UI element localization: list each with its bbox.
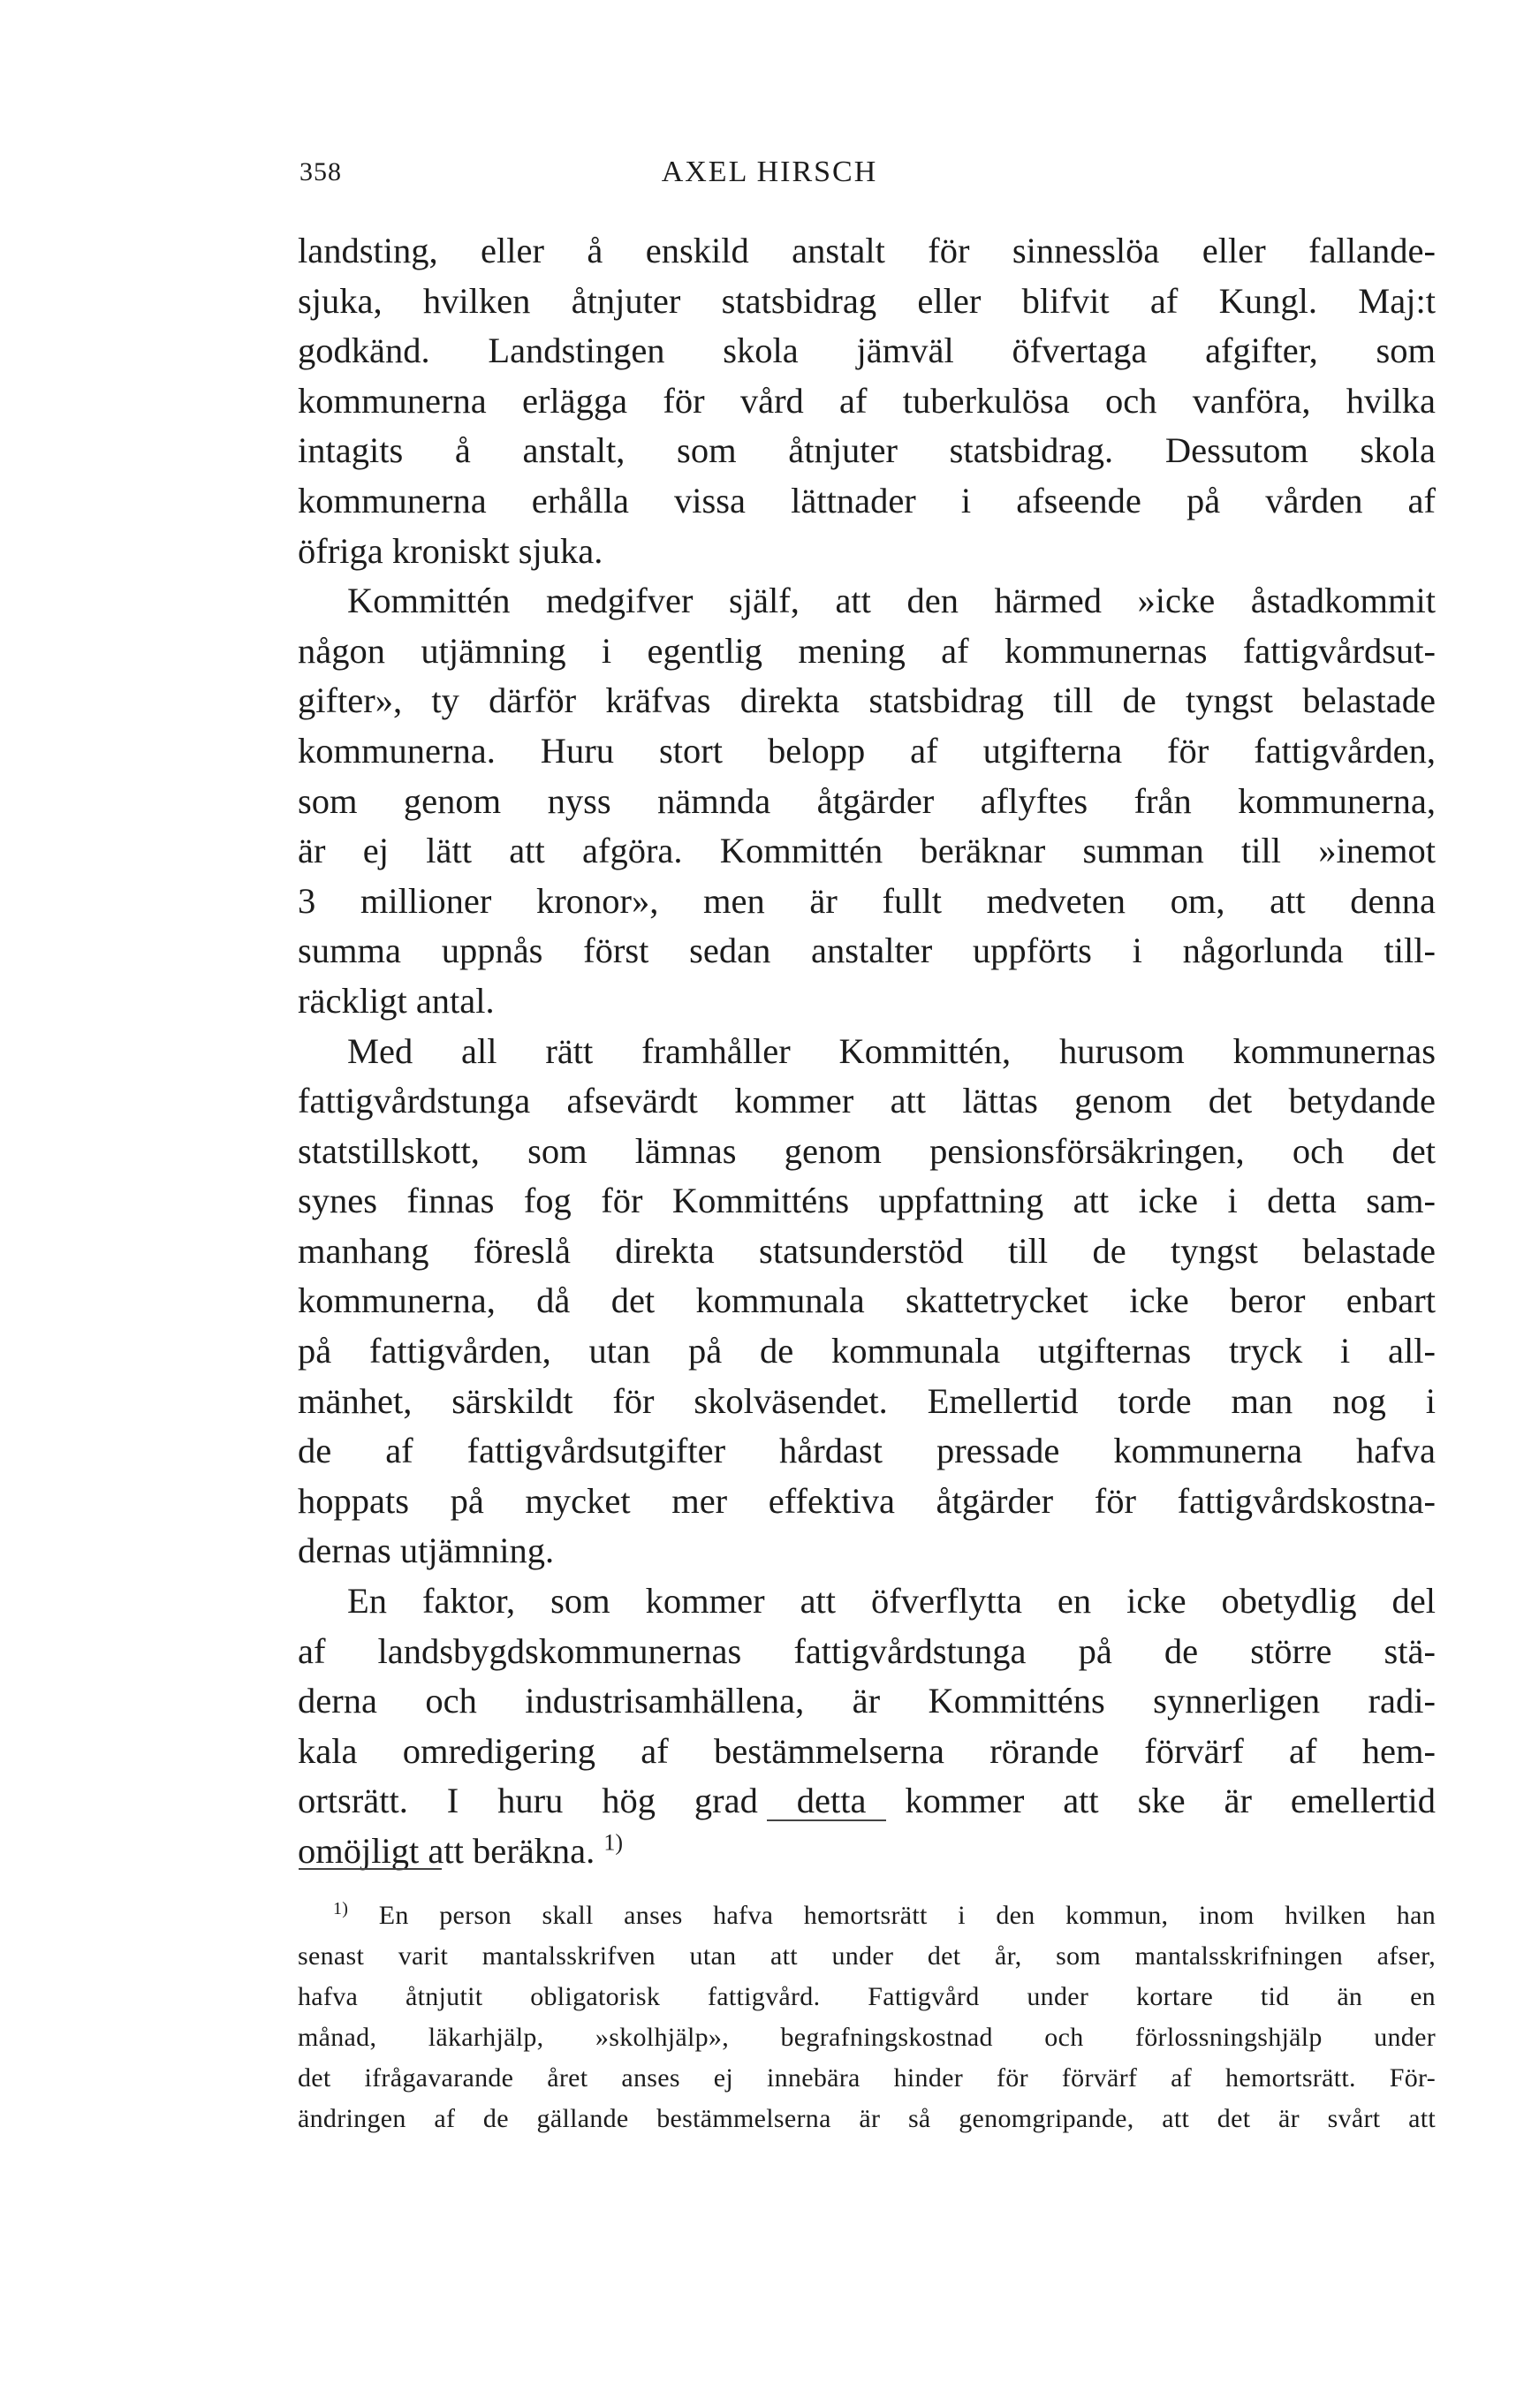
text-line: En faktor, som kommer att öfverflytta en icke obetydlig del	[347, 1581, 1436, 1622]
text-line: Kommittén medgifver själf, att den härmed »icke åstadkommit	[347, 581, 1436, 621]
text-line: hoppats på mycket mer effektiva åtgärder för fattigvårdskostna-	[298, 1480, 1436, 1521]
text-line: som genom nyss nämnda åtgärder aflyftes från kommunerna,	[298, 780, 1436, 821]
text-line: kommunerna erhålla vissa lättnader i afseende på vården af	[298, 480, 1436, 520]
text-line: mänhet, särskildt för skolväsendet. Emellertid torde man nog i	[298, 1380, 1436, 1421]
text-line: derna och industrisamhällena, är Kommitténs synnerligen radi-	[298, 1681, 1436, 1721]
text-line: de af fattigvårdsutgifter hårdast pressade kommunerna hafva	[298, 1431, 1436, 1471]
text-line: af landsbygdskommunernas fattigvårdstunga på de större stä-	[298, 1630, 1436, 1671]
text-line: kala omredigering af bestämmelserna rörande förvärf af hem-	[298, 1730, 1436, 1771]
footnote-marker: 1)	[333, 1899, 349, 1918]
text-line: manhang föreslå direkta statsunderstöd till de tyngst belastade	[298, 1230, 1436, 1271]
text-line: intagits å anstalt, som åtnjuter statsbidrag. Dessutom skola	[298, 430, 1436, 471]
page-number: 358	[299, 157, 342, 186]
text-line: på fattigvården, utan på de kommunala utgifternas tryck i all-	[298, 1331, 1436, 1371]
text-line: kommunerna. Huru stort belopp af utgifterna för fattigvården,	[298, 730, 1436, 771]
text-line: summa uppnås först sedan anstalter uppförts i någorlunda till-	[298, 931, 1436, 971]
text-line: räckligt antal.	[298, 980, 495, 1021]
footnote-line: hafva åtnjutit obligatorisk fattigvård. Fattigvård under kortare tid än en	[298, 1982, 1436, 2011]
text-line: är ej lätt att afgöra. Kommittén beräknar summan till »inemot	[298, 831, 1436, 871]
text-line: någon utjämning i egentlig mening af kommunernas fattigvårdsut-	[298, 630, 1436, 671]
text-line: öfriga kroniskt sjuka.	[298, 530, 603, 571]
body-text	[298, 226, 1436, 1877]
footnote-line	[298, 1895, 1436, 1936]
text-line: statstillskott, som lämnas genom pensionsförsäkringen, och det	[298, 1130, 1436, 1171]
text-line: 3 millioner kronor», men är fullt medveten om, att denna	[298, 880, 1436, 921]
text-line: gifter», ty därför kräfvas direkta statsbidrag till de tyngst belastade	[298, 680, 1436, 721]
text-line: ortsrätt. I huru hög grad detta kommer att ske är emellertid	[298, 1781, 1436, 1821]
text-line: kommunerna, då det kommunala skattetrycket icke beror enbart	[298, 1280, 1436, 1321]
footnote-line: ändringen af de gällande bestämmelserna är så genomgripande, att det är svårt att	[298, 2104, 1436, 2133]
footnotes	[298, 1895, 1436, 2139]
text-line: fattigvårdstunga afsevärdt kommer att lättas genom det betydande	[298, 1081, 1436, 1121]
text-line: kommunerna erlägga för vård af tuberkulösa och vanföra, hvilka	[298, 380, 1436, 421]
footnote-reference: 1)	[603, 1829, 624, 1856]
text-line: landsting, eller å enskild anstalt för sinnesslöa eller fallande-	[298, 231, 1436, 270]
footnote-divider	[299, 1868, 442, 1870]
text-line: sjuka, hvilken åtnjuter statsbidrag eller blifvit af Kungl. Maj:t	[298, 280, 1436, 321]
footnote-line: det ifrågavarande året anses ej innebära hinder för förvärf af hemortsrätt. För-	[298, 2063, 1436, 2093]
footnote-line: senast varit mantalsskrifven utan att under det år, som mantalsskrifningen afser,	[298, 1941, 1436, 1971]
text-line-content: omöjligt att beräkna.	[298, 1831, 595, 1871]
text-line: Med all rätt framhåller Kommittén, hurusom kommunernas	[347, 1030, 1436, 1071]
text-line: godkänd. Landstingen skola jämväl öfvertaga afgifter, som	[298, 330, 1436, 371]
text-line: dernas utjämning.	[298, 1531, 555, 1571]
text-line: synes finnas fog för Kommitténs uppfattning att icke i detta sam-	[298, 1181, 1436, 1221]
footnote-line: månad, läkarhjälp, »skolhjälp», begrafningskostnad och förlossningshjälp under	[298, 2023, 1436, 2052]
text-line	[298, 1827, 1436, 1877]
running-head: AXEL HIRSCH	[661, 156, 878, 188]
footnote-line-content: En person skall anses hafva hemortsrätt i den kommun, inom hvilken han	[378, 1901, 1436, 1930]
section-divider	[767, 1819, 886, 1821]
